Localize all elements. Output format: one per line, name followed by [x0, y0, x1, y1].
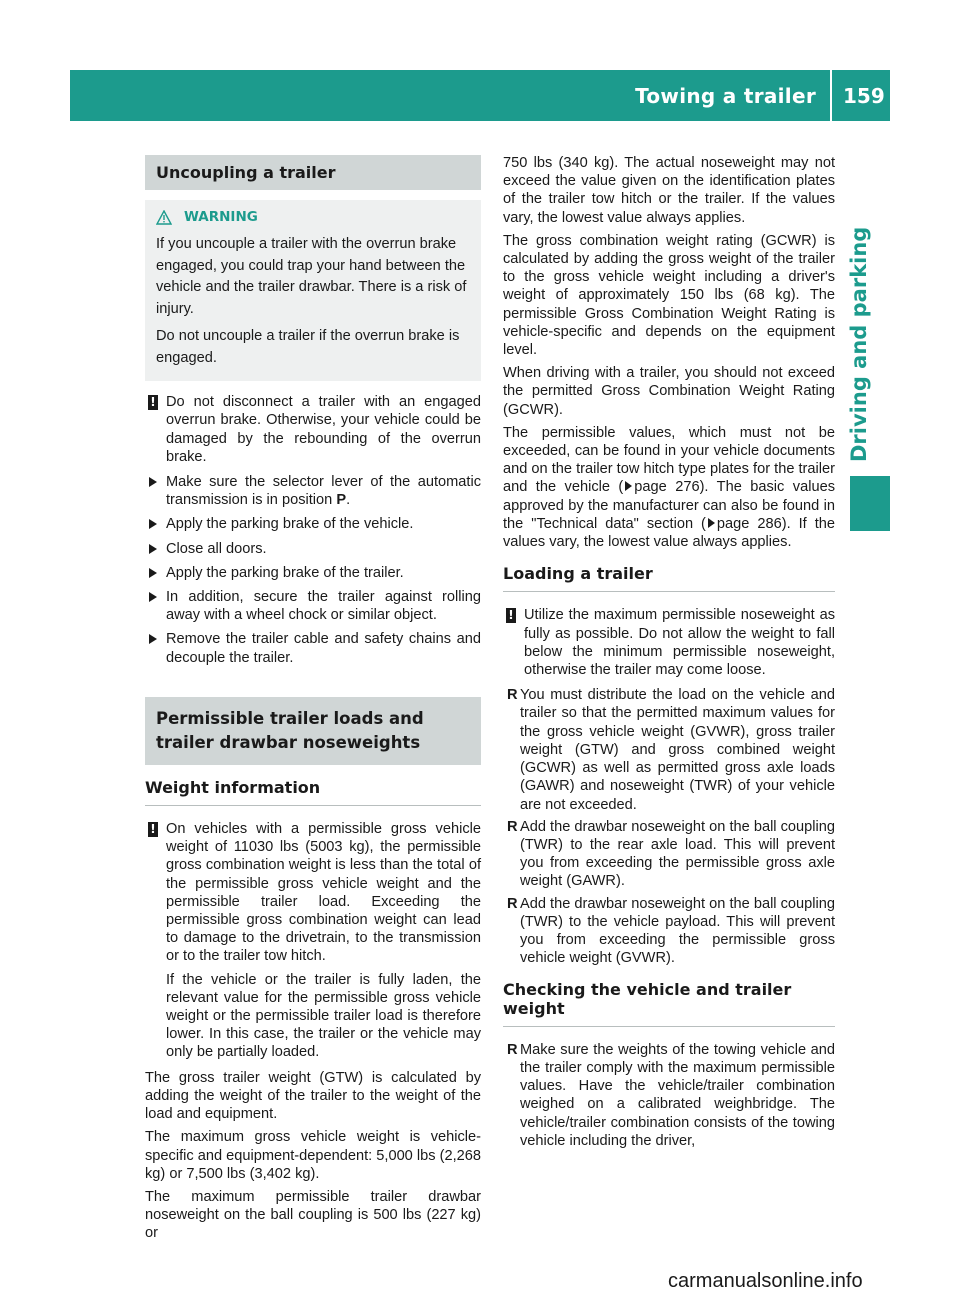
warning-label: WARNING	[184, 209, 258, 225]
arrow-right-icon	[149, 592, 157, 602]
section-title-permissible-loads: Permissible trailer loads and trailer drawbar noseweights	[145, 697, 481, 765]
side-tab-marker	[850, 476, 890, 531]
page-number: 159	[843, 84, 885, 108]
arrow-right-icon	[149, 634, 157, 644]
warning-instruction: Do not uncouple a trailer if the overrun brake is engaged.	[156, 328, 460, 366]
arrow-right-icon	[149, 568, 157, 578]
warning-text: If you uncouple a trailer with the overrun brake engaged, you could trap your hand between the vehicle and the trailer drawbar. There is a risk of injury.	[156, 236, 467, 317]
section-title-uncoupling: Uncoupling a trailer	[145, 155, 481, 190]
list-item: R Add the drawbar noseweight on the ball coupling (TWR) to the rear axle load. This will prevent you from exceeding the permissible gross axle weight (GAWR).	[507, 818, 835, 890]
step-trailer-brake: Apply the parking brake of the trailer.	[145, 564, 481, 582]
header-title: Towing a trailer	[635, 84, 816, 108]
subheading-loading-trailer: Loading a trailer	[503, 565, 835, 592]
paragraph-permissible-values: The permissible values, which must not be exceeded, can be found in your vehicle documents and on the trailer tow hitch type plates for the trailer and the vehicle ( page 276). The basic values approved by the manufacturer can also be found in the "Technical data" section ( page 286). If the values vary, the lowest value always applies.	[503, 424, 835, 551]
paragraph-noseweight: The maximum permissible trailer drawbar noseweight on the ball coupling is 500 lbs (227 kg) or	[145, 1188, 481, 1242]
exclamation-icon: !	[148, 822, 158, 837]
page-link-286[interactable]: page 286). If the values vary, the lowest value always applies.	[503, 515, 835, 551]
left-column	[145, 155, 481, 1248]
paragraph-noseweight-cont: 750 lbs (340 kg). The actual noseweight may not exceed the value given on the identification plates of the trailer tow hitch or the trailer. If the values vary, the lowest value always applies.	[503, 155, 835, 226]
list-item: R Add the drawbar noseweight on the ball coupling (TWR) to the vehicle payload. This will prevent you from exceeding the permissible gross vehicle weight (GVWR).	[507, 895, 835, 967]
paragraph-gross-vehicle-weight: The maximum gross vehicle weight is vehicle-specific and equipment-dependent: 5,000 lbs (2,268 kg) or 7,500 lbs (3,402 kg).	[145, 1129, 481, 1182]
watermark: carmanualsonline.info	[668, 1270, 863, 1292]
step-close-doors: Close all doors.	[145, 540, 481, 558]
side-tab-label: Driving and parking	[847, 226, 871, 462]
right-column	[503, 154, 835, 1154]
exclamation-icon: !	[148, 395, 158, 410]
arrow-right-icon	[149, 477, 157, 487]
list-item: R You must distribute the load on the vehicle and trailer so that the permitted maximum values for the gross vehicle weight (GVWR), gross trailer weight (GTW) and gross combined weight (GCWR) as well as permitted gross axle loads (GAWR) and noseweight (TWR) of your vehicle are not exceeded.	[507, 687, 835, 813]
paragraph-driving-limit: When driving with a trailer, you should not exceed the permitted Gross Combination Weight Rating (GCWR).	[503, 365, 835, 418]
arrow-right-icon	[149, 544, 157, 554]
paragraph-gtw: The gross trailer weight (GTW) is calculated by adding the weight of the trailer to the weight of the load and equipment.	[145, 1069, 481, 1123]
note-overrun-brake: ! Do not disconnect a trailer with an engaged overrun brake. Otherwise, your vehicle could be damaged by the rebounding of the overrun brake.	[145, 393, 481, 466]
page-ref-triangle-icon	[708, 518, 715, 528]
page-ref-triangle-icon	[625, 481, 632, 491]
list-item: R Make sure the weights of the towing vehicle and the trailer comply with the maximum permissible values. Have the vehicle/trailer combination weighed on a calibrated weighbridge. The vehicle/trailer combination consists of the towing vehicle including the driver,	[507, 1041, 835, 1149]
subheading-weight-information: Weight information	[145, 779, 481, 806]
note-noseweight: ! Utilize the maximum permissible noseweight as fully as possible. Do not allow the weight to fall below the minimum permissible noseweight, otherwise the trailer may come loose.	[503, 606, 835, 679]
header-bar	[70, 70, 890, 121]
step-wheel-chock: In addition, secure the trailer against rolling away with a wheel chock or similar object.	[145, 588, 481, 624]
warning-triangle-icon	[156, 210, 172, 225]
warning-box	[145, 200, 481, 381]
arrow-right-icon	[149, 519, 157, 529]
step-selector-lever: Make sure the selector lever of the automatic transmission is in position P.	[145, 473, 481, 509]
step-remove-cable: Remove the trailer cable and safety chains and decouple the trailer.	[145, 630, 481, 666]
header-divider	[830, 70, 832, 121]
note-gross-combination-weight: ! On vehicles with a permissible gross vehicle weight of 11030 lbs (5003 kg), the permissible gross combination weight is less than the total of the permissible gross vehicle weight and the permissible trailer load. Exceeding the permissible gross combination weight can lead to damage to the drivetrain, to the transmission or to the trailer tow hitch. If the vehicle or the trailer is fully laden, the relevant value for the permissible gross vehicle weight or the permissible trailer load is therefore lower. In this case, the trailer or the vehicle may only be partially loaded.	[145, 820, 481, 1062]
subheading-checking-weight: Checking the vehicle and trailer weight	[503, 981, 835, 1026]
paragraph-gcwr: The gross combination weight rating (GCWR) is calculated by adding the gross weight of the trailer to the gross vehicle weight including a driver's weight of approximately 150 lbs (68 kg). The permissible Gross Combination Weight Rating is vehicle-specific and depends on the equipment level.	[503, 232, 835, 359]
exclamation-icon: !	[506, 608, 516, 623]
page-link-276[interactable]: page 276). The basic values approved by the manufacturer can also be found in the "Technical data" section (	[503, 479, 835, 532]
step-vehicle-brake: Apply the parking brake of the vehicle.	[145, 515, 481, 533]
